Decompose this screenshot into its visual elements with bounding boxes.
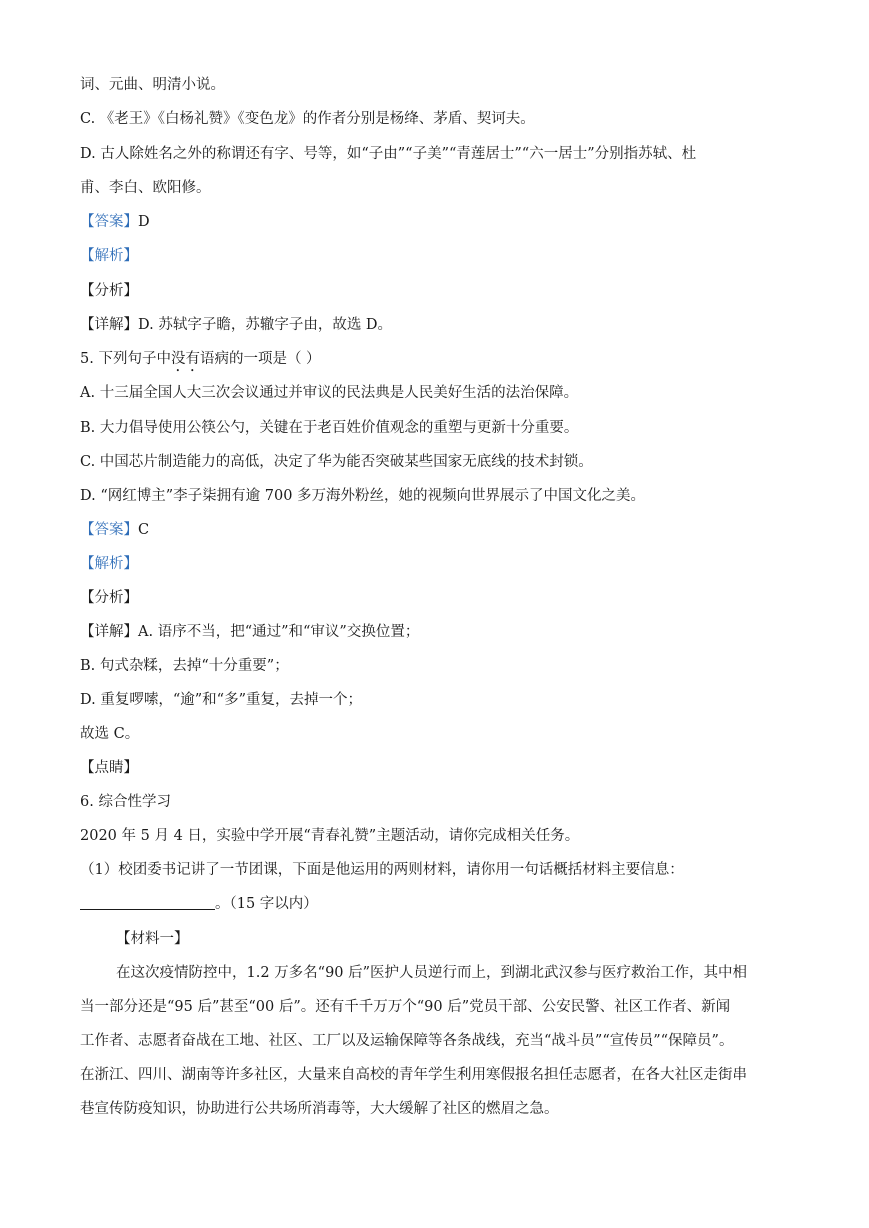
fenxi-tag: 【分析】 <box>80 283 138 299</box>
question-5-title <box>80 349 809 375</box>
option-d-line: D. 古人除姓名之外的称谓还有字、号等，如“子由”“子美”“青莲居士”“六一居士”分别指苏轼、杜 <box>80 146 697 162</box>
question-text: 语病的一项是（ ） <box>199 351 321 367</box>
material-text: 当一部分还是“95 后”甚至“00 后”。还有千千万万个“90 后”党员干部、公安民警、社区工作者、新闻 <box>80 999 731 1015</box>
word-limit: 。（15 字以内） <box>215 896 318 912</box>
fill-blank <box>80 895 215 910</box>
text-line: 词、元曲、明清小说。 <box>80 77 225 93</box>
option-a-line: A. 十三届全国人大三次会议通过并审议的民法典是人民美好生活的法治保障。 <box>80 385 579 401</box>
material-text: 巷宣传防疫知识，协助进行公共场所消毒等，大大缓解了社区的燃眉之急。 <box>80 1101 559 1117</box>
detail-line: D. 重复啰嗦，“逾”和“多”重复，去掉一个； <box>80 692 362 708</box>
answer-line <box>80 212 809 232</box>
answer-tag: 【答案】 <box>80 214 138 230</box>
option-b-line: B. 大力倡导使用公筷公勺，关键在于老百姓价值观念的重塑与更新十分重要。 <box>80 420 579 436</box>
text-line: 甫、李白、欧阳修。 <box>80 180 211 196</box>
material-text: 在浙江、四川、湖南等许多社区，大量来自高校的青年学生利用寒假报名担任志愿者，在各大社区走街串 <box>80 1067 747 1083</box>
question-text: 5. 下列句子中 <box>80 351 171 367</box>
emphasis-text: 没有 <box>170 351 200 367</box>
detail-line: 【详解】D. 苏轼字子瞻，苏辙字子由，故选 D。 <box>80 317 393 333</box>
analysis-tag: 【解析】 <box>80 556 138 572</box>
material-text: 在这次疫情防控中，1.2 万多名“90 后”医护人员逆行而上，到湖北武汉参与医疗救治工作，其中相 <box>116 965 748 981</box>
question-6-intro: 2020 年 5 月 4 日，实验中学开展“青春礼赞”主题活动，请你完成相关任务。 <box>80 828 580 844</box>
option-c-line: C. 《老王》《白杨礼赞》《变色龙》的作者分别是杨绛、茅盾、契诃夫。 <box>80 111 535 127</box>
dianjing-tag: 【点睛】 <box>80 760 138 776</box>
sub-question-1: （1）校团委书记讲了一节团课，下面是他运用的两则材料，请你用一句话概括材料主要信息： <box>80 862 684 878</box>
detail-line: 【详解】A. 语序不当，把“通过”和“审议”交换位置； <box>80 624 420 640</box>
analysis-tag: 【解析】 <box>80 248 138 264</box>
option-c-line: C. 中国芯片制造能力的高低，决定了华为能否突破某些国家无底线的技术封锁。 <box>80 454 593 470</box>
answer-blank-line <box>80 894 809 914</box>
detail-line: B. 句式杂糅，去掉“十分重要”； <box>80 658 289 674</box>
answer-line <box>80 520 809 540</box>
answer-value: C <box>138 522 150 538</box>
fenxi-tag: 【分析】 <box>80 590 138 606</box>
question-6-title: 6. 综合性学习 <box>80 794 171 810</box>
answer-tag: 【答案】 <box>80 522 138 538</box>
material-one-title: 【材料一】 <box>116 931 189 947</box>
option-d-line: D. “网红博主”李子柒拥有逾 700 多万海外粉丝，她的视频向世界展示了中国文化之美。 <box>80 488 646 504</box>
conclusion-line: 故选 C。 <box>80 726 140 742</box>
answer-value: D <box>138 214 150 230</box>
material-text: 工作者、志愿者奋战在工地、社区、工厂以及运输保障等各条战线，充当“战斗员”“宣传员”“保障员”。 <box>80 1033 734 1049</box>
